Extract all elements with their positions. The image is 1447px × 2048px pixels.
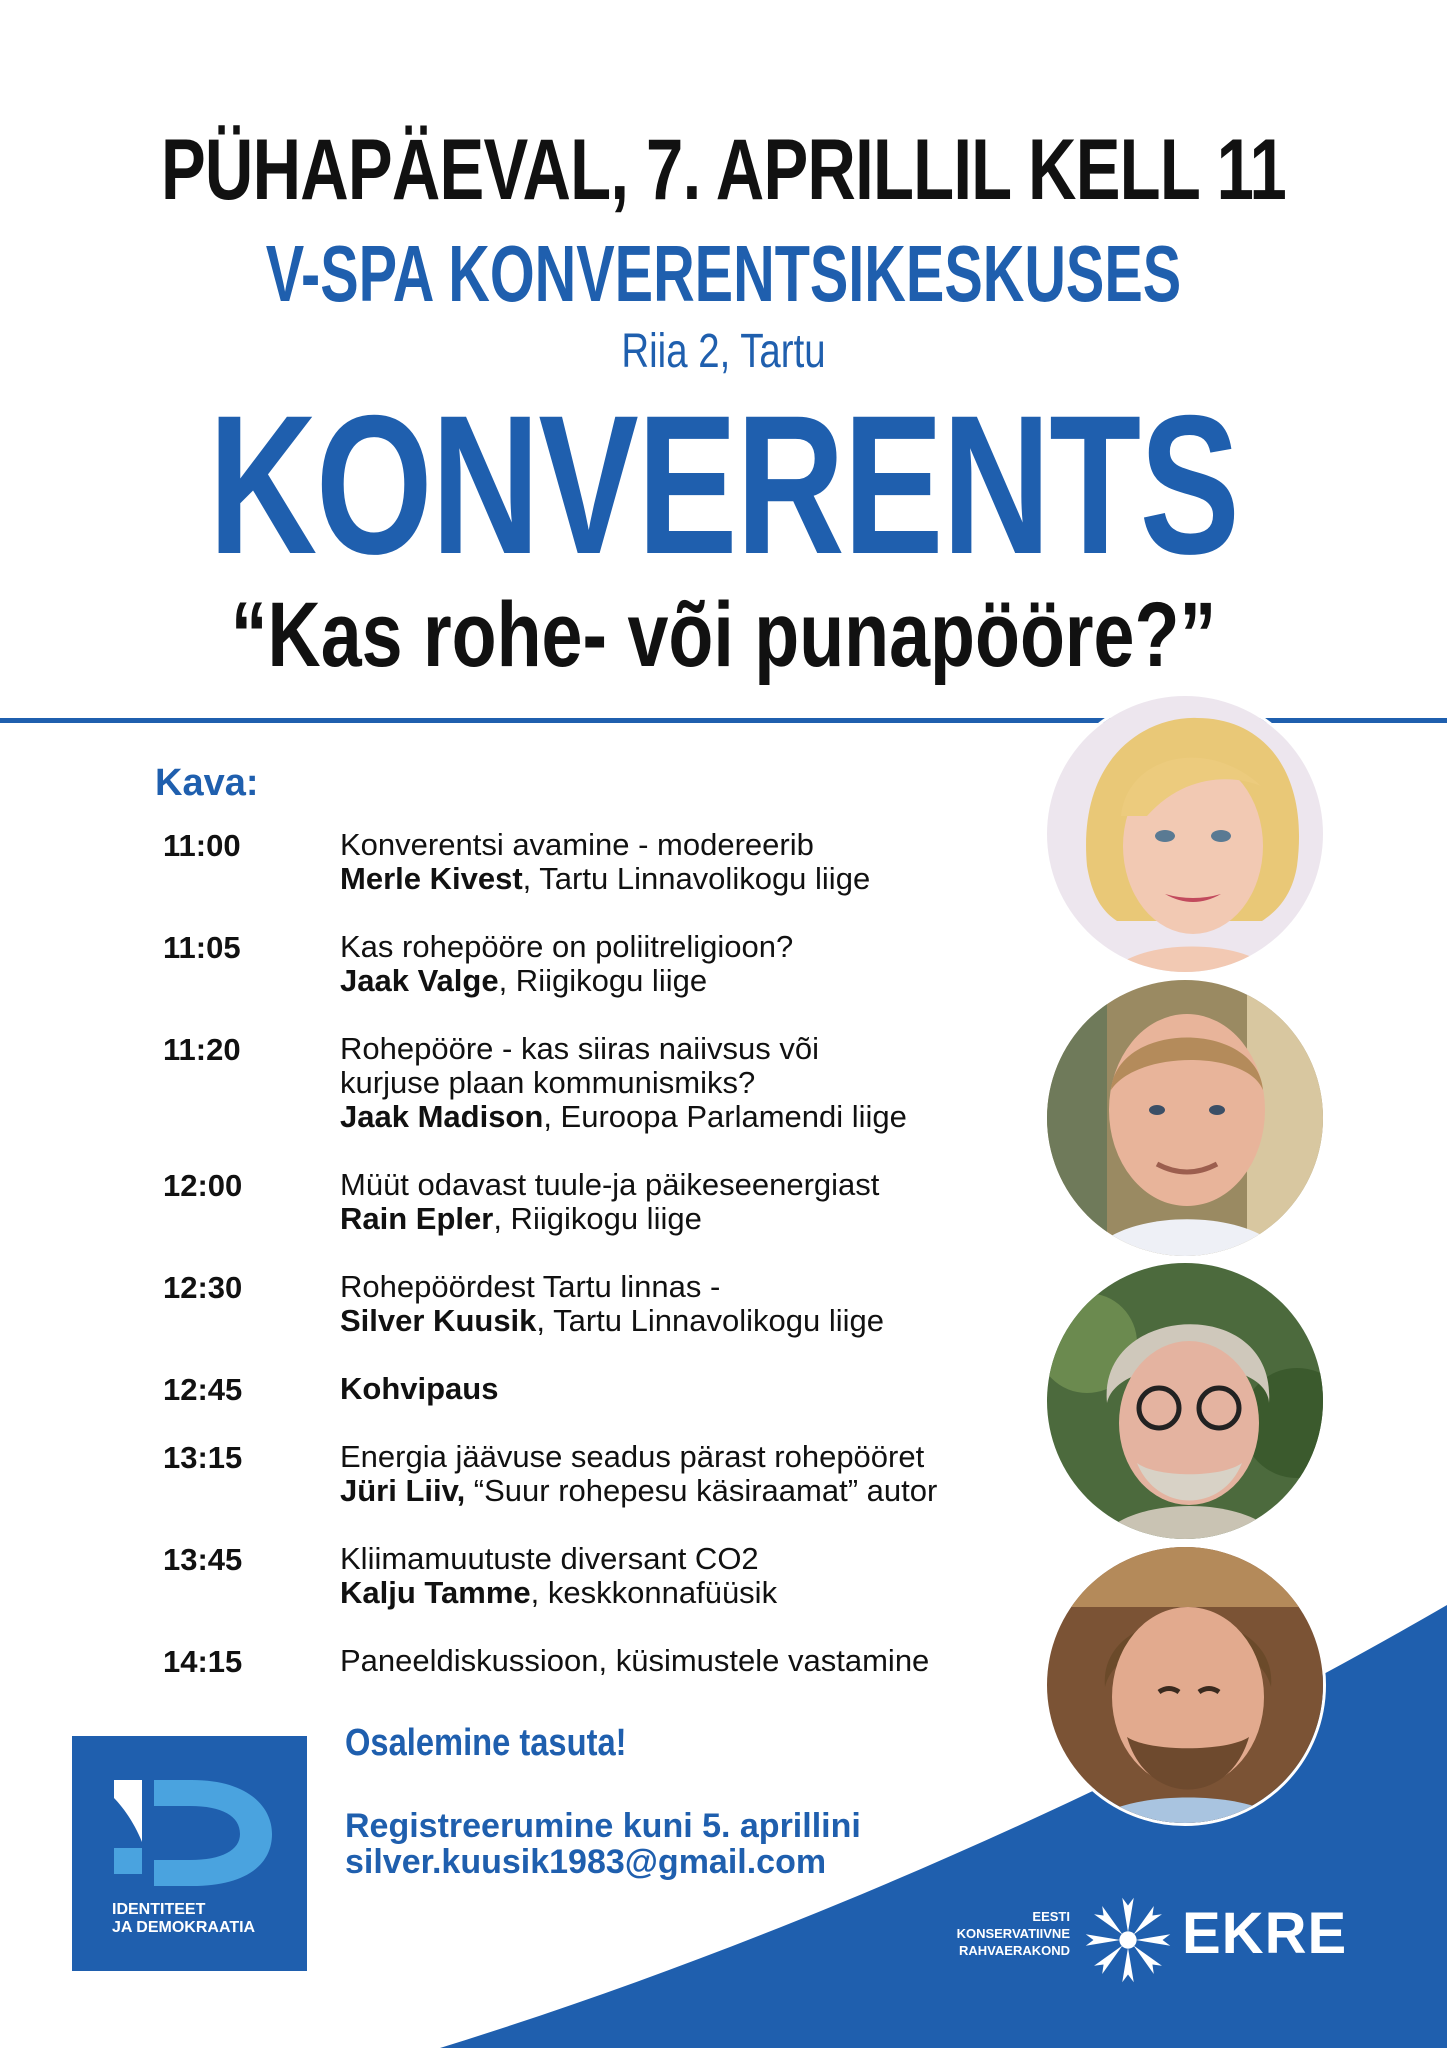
ekre-party-name (920, 1908, 1070, 1959)
speaker-role: , Euroopa Parlamendi liige (543, 1099, 907, 1134)
item-speaker-line (340, 1474, 1060, 1508)
registration-deadline: Registreerumine kuni 5. aprillini (345, 1807, 861, 1845)
speaker-name: Kalju Tamme (340, 1575, 531, 1610)
item-description (340, 1168, 1060, 1236)
free-participation-note: Osalemine tasuta! (345, 1722, 627, 1764)
event-date-time: PÜHAPÄEVAL, 7. APRILLIL KELL 11 (160, 122, 1287, 218)
speaker-name: Jüri Liiv, (340, 1473, 466, 1508)
ekre-line3: RAHVAERAKOND (959, 1943, 1070, 1958)
speaker-role: , keskkonnafüüsik (530, 1575, 778, 1610)
item-time: 11:00 (163, 828, 241, 863)
item-description (340, 1372, 1060, 1406)
speaker-name: Jaak Madison (340, 1099, 544, 1134)
item-topic: Rohepöördest Tartu linnas - (340, 1269, 721, 1304)
item-speaker-line (340, 1372, 1060, 1406)
item-topic: Kliimamuutuste diversant CO2 (340, 1541, 759, 1576)
registration-email[interactable]: silver.kuusik1983@gmail.com (345, 1843, 827, 1881)
ekre-line2: KONSERVATIIVNE (956, 1926, 1070, 1941)
item-speaker-line (340, 1100, 1060, 1134)
registration-info (345, 1808, 861, 1880)
item-description (340, 930, 1060, 998)
item-topic: Energia jäävuse seadus pärast rohepööret (340, 1439, 925, 1474)
speaker-role: , Riigikogu liige (498, 963, 708, 998)
event-title: KONVERENTS (208, 374, 1239, 595)
speaker-role: , Tartu Linnavolikogu liige (522, 861, 871, 896)
speaker-portrait (1044, 977, 1326, 1259)
item-topic: Müüt odavast tuule-ja päikeseenergiast (340, 1167, 880, 1202)
speaker-portrait (1044, 1544, 1326, 1826)
ekre-logo (920, 1890, 1348, 2000)
portrait-woman-blonde (1047, 696, 1326, 975)
item-time: 12:30 (163, 1270, 243, 1305)
speaker-name: Merle Kivest (340, 861, 523, 896)
item-time: 11:20 (163, 1032, 241, 1067)
item-topic: Paneeldiskussioon, küsimustele vastamine (340, 1643, 930, 1678)
speaker-role: , Riigikogu liige (493, 1201, 702, 1236)
item-description (340, 1542, 1060, 1610)
speaker-portrait (1044, 1260, 1326, 1542)
item-description (340, 1440, 1060, 1508)
ekre-wordmark: EKRE (1182, 1901, 1348, 1966)
item-speaker-line (340, 1202, 1060, 1236)
venue-name: V-SPA KONVERENTSIKESKUSES (265, 229, 1182, 318)
item-topic: Rohepööre - kas siiras naiivsus või (340, 1031, 819, 1066)
portrait-man-beard (1047, 1547, 1326, 1826)
item-speaker-line (340, 1576, 1060, 1610)
speaker-portrait (1044, 693, 1326, 975)
portrait-man-light-hair (1047, 980, 1326, 1259)
speaker-name: Jaak Valge (340, 963, 499, 998)
item-time: 13:15 (163, 1440, 243, 1475)
item-time: 14:15 (163, 1644, 243, 1679)
id-logo-line2: JA DEMOKRAATIA (112, 1919, 256, 1936)
speaker-name: Rain Epler (340, 1201, 494, 1236)
item-topic-cont: kurjuse plaan kommunismiks? (340, 1065, 756, 1100)
item-description (340, 1032, 1060, 1134)
item-description (340, 828, 1060, 896)
event-subtitle: “Kas rohe- või punapööre?” (230, 584, 1217, 686)
coffee-break: Kohvipaus (340, 1371, 499, 1406)
item-topic: Kas rohepööre on poliitreligioon? (340, 929, 794, 964)
ekre-line1: EESTI (1032, 1909, 1070, 1924)
item-time: 13:45 (163, 1542, 243, 1577)
item-speaker-line (340, 862, 1060, 896)
id-logo-line1: IDENTITEET (112, 1901, 206, 1918)
item-speaker-line (340, 964, 1060, 998)
item-description (340, 1644, 1060, 1678)
speaker-role: , Tartu Linnavolikogu liige (536, 1303, 884, 1338)
item-speaker-line (340, 1304, 1060, 1338)
identity-democracy-logo (72, 1736, 307, 1971)
speaker-role: “Suur rohepesu käsiraamat” autor (465, 1473, 938, 1508)
item-description (340, 1270, 1060, 1338)
cornflower-icon (1080, 1892, 1176, 1988)
speaker-name: Silver Kuusik (340, 1303, 537, 1338)
program-label: Kava: (155, 762, 259, 804)
portrait-man-gray-hair-glasses (1047, 1263, 1326, 1542)
item-time: 11:05 (163, 930, 241, 965)
item-time: 12:45 (163, 1372, 243, 1407)
venue-address: Riia 2, Tartu (621, 325, 826, 378)
item-time: 12:00 (163, 1168, 243, 1203)
item-topic: Konverentsi avamine - modereerib (340, 827, 814, 862)
